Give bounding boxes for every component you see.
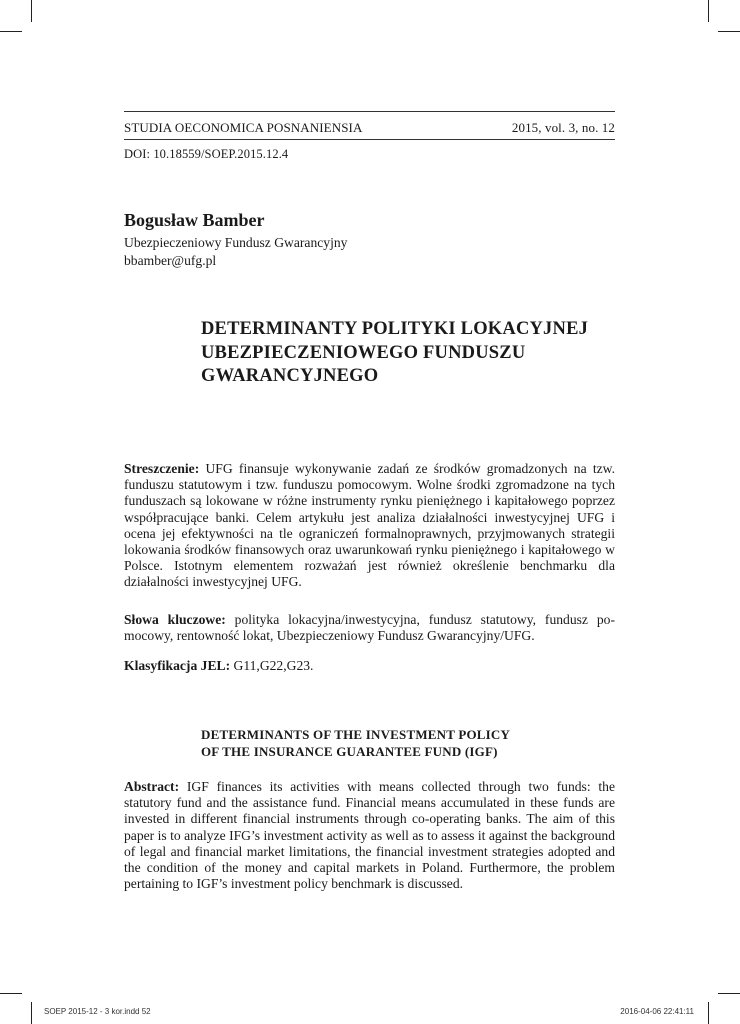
crop-mark-bottom-right-h <box>718 993 740 994</box>
article-title-line: UBEZPIECZENIOWEGO FUNDUSZU <box>201 342 526 363</box>
english-title-line: DETERMINANTS OF THE INVESTMENT POLICY <box>201 727 511 742</box>
crop-mark-top-left-v <box>31 0 32 22</box>
jel-text: G11,G22,G23. <box>233 658 314 673</box>
doi: DOI: 10.18559/SOEP.2015.12.4 <box>124 147 289 161</box>
crop-mark-top-right-v <box>708 0 709 22</box>
english-title <box>201 726 581 760</box>
crop-mark-top-left-h <box>0 31 22 32</box>
article-title-line: GWARANCYJNEGO <box>201 366 379 386</box>
header-top-rule <box>124 111 615 112</box>
crop-mark-top-right-h <box>718 31 740 32</box>
journal-name: STUDIA OECONOMICA POSNANIENSIA <box>124 120 363 135</box>
keywords-label: Słowa kluczowe: <box>124 612 226 627</box>
streszczenie-label: Streszczenie: <box>124 461 200 476</box>
abstract-label: Abstract: <box>124 779 180 794</box>
crop-mark-bottom-right-v <box>708 1002 709 1024</box>
streszczenie-text: UFG finansuje wykonywanie zadań ze środków gromadzonych na tzw. funduszu statutowym i tzw. funduszu pomocowym. Wolne środki zgromadzone na tych funduszach są lokowane w różne instrumenty rynku pieniężnego i kapitałowego poprzez współpracujące banki. Celem artykułu jest analiza działalności inwestycyjnej UFG i ocena jej efektywności na tle ograniczeń formalnoprawnych, przyjmowanych strategii lokowania środków finansowych oraz uwarunkowań rynku pieniężnego i kapitałowego w Polsce. Istotnym elementem rozważań jest również określenie benchmarku dla działalności inwestycyjnej UFG. <box>124 461 615 590</box>
crop-mark-bottom-left-h <box>0 993 22 994</box>
abstract-text: IGF finances its activities with means collected through two funds: the statutory fund and the assistance fund. Financial means accumulated in these funds are invested in different financial instruments through co-operating banks. The aim of this paper is to analyze IFG’s investment activity as well as to assess it against the background of legal and financial market limitations, the financial investment strategies adopted and the condition of the money and capital markets in Poland. Furthermore, the problem pertaining to IGF’s investment policy benchmark is discussed. <box>124 779 615 892</box>
jel-paragraph <box>124 658 615 674</box>
keywords-paragraph <box>124 612 615 644</box>
crop-mark-bottom-left-v <box>31 1002 32 1024</box>
streszczenie-paragraph <box>124 461 615 591</box>
article-title <box>201 318 621 389</box>
jel-label: Klasyfikacja JEL: <box>124 658 231 673</box>
keywords-text: polityka lokacyjna/inwestycyjna, fundusz statutowy, fundusz pomocowy, rentowność lokat, Ubezpieczeniowy Fundusz Gwarancyjny/UFG. <box>124 612 615 644</box>
slug-filename: SOEP 2015-12 - 3 kor.indd 52 <box>44 1007 151 1016</box>
header-bottom-rule <box>124 139 615 140</box>
article-title-line: DETERMINANTY POLITYKI LOKACYJNEJ <box>201 319 589 339</box>
abstract-paragraph <box>124 779 615 892</box>
author-name: Bogusław Bamber <box>124 210 265 230</box>
slug-datetime: 2016-04-06 22:41:11 <box>620 1007 694 1016</box>
english-title-line: OF THE INSURANCE GUARANTEE FUND (IGF) <box>201 744 498 759</box>
issue-info: 2015, vol. 3, no. 12 <box>511 120 615 135</box>
author-email: bbamber@ufg.pl <box>124 253 217 268</box>
author-affiliation: Ubezpieczeniowy Fundusz Gwarancyjny <box>124 235 348 250</box>
